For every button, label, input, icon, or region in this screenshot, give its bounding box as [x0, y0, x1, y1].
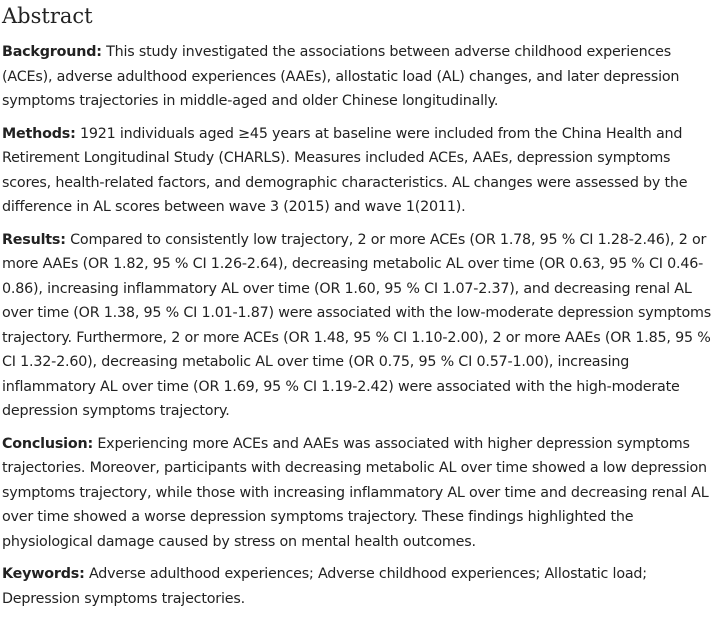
methods-text: 1921 individuals aged ≥45 years at baseline were included from the China Health and Retirement Longitudinal Study (CHARLS). Measures included ACEs, AAEs, depression symptoms scores, health-related factors, and demographic characteristics. AL changes were assessed by the difference in AL scores between wave 3 (2015) and wave 1(2011).	[2, 125, 688, 215]
results-label: Results:	[2, 231, 66, 248]
methods-label: Methods:	[2, 125, 76, 142]
conclusion-label: Conclusion:	[2, 435, 93, 452]
keywords-label: Keywords:	[2, 566, 85, 582]
methods-paragraph	[2, 122, 721, 220]
background-text: This study investigated the associations between adverse childhood experiences (ACEs), adverse adulthood experiences (AAEs), allostatic load (AL) changes, and later depression symptoms trajectories in middle-aged and older Chinese longitudinally.	[2, 44, 680, 109]
conclusion-paragraph	[2, 432, 721, 555]
background-paragraph	[2, 40, 721, 114]
keywords-paragraph	[2, 562, 721, 611]
conclusion-text: Experiencing more ACEs and AAEs was associated with higher depression symptoms trajectories. Moreover, participants with decreasing metabolic AL over time showed a low depression symptoms trajectory, while those with increasing inflammatory AL over time and decreasing renal AL over time showed a worse depression symptoms trajectory. These findings highlighted the physiological damage caused by stress on mental health outcomes.	[2, 435, 709, 550]
background-label: Background:	[2, 44, 102, 60]
abstract-heading: Abstract	[2, 4, 93, 28]
results-paragraph	[2, 228, 721, 424]
results-text: Compared to consistently low trajectory, 2 or more ACEs (OR 1.78, 95 % CI 1.28-2.46), 2 or more AAEs (OR 1.82, 95 % CI 1.26-2.64), decreasing metabolic AL over time (OR 0.63, 95 % CI 0.46-0.86), increasing inflammatory AL over time (OR 1.60, 95 % CI 1.07-2.37), and decreasing renal AL over time (OR 1.38, 95 % CI 1.01-1.87) were associated with the low-moderate depression symptoms trajectory. Furthermore, 2 or more ACEs (OR 1.48, 95 % CI 1.10-2.00), 2 or more AAEs (OR 1.85, 95 % CI 1.32-2.60), decreasing metabolic AL over time (OR 0.75, 95 % CI 0.57-1.00), increasing inflammatory AL over time (OR 1.69, 95 % CI 1.19-2.42) were associated with the high-moderate depression symptoms trajectory.	[2, 231, 712, 419]
keywords-text: Adverse adulthood experiences; Adverse childhood experiences; Allostatic load; Depression symptoms trajectories.	[2, 566, 647, 607]
